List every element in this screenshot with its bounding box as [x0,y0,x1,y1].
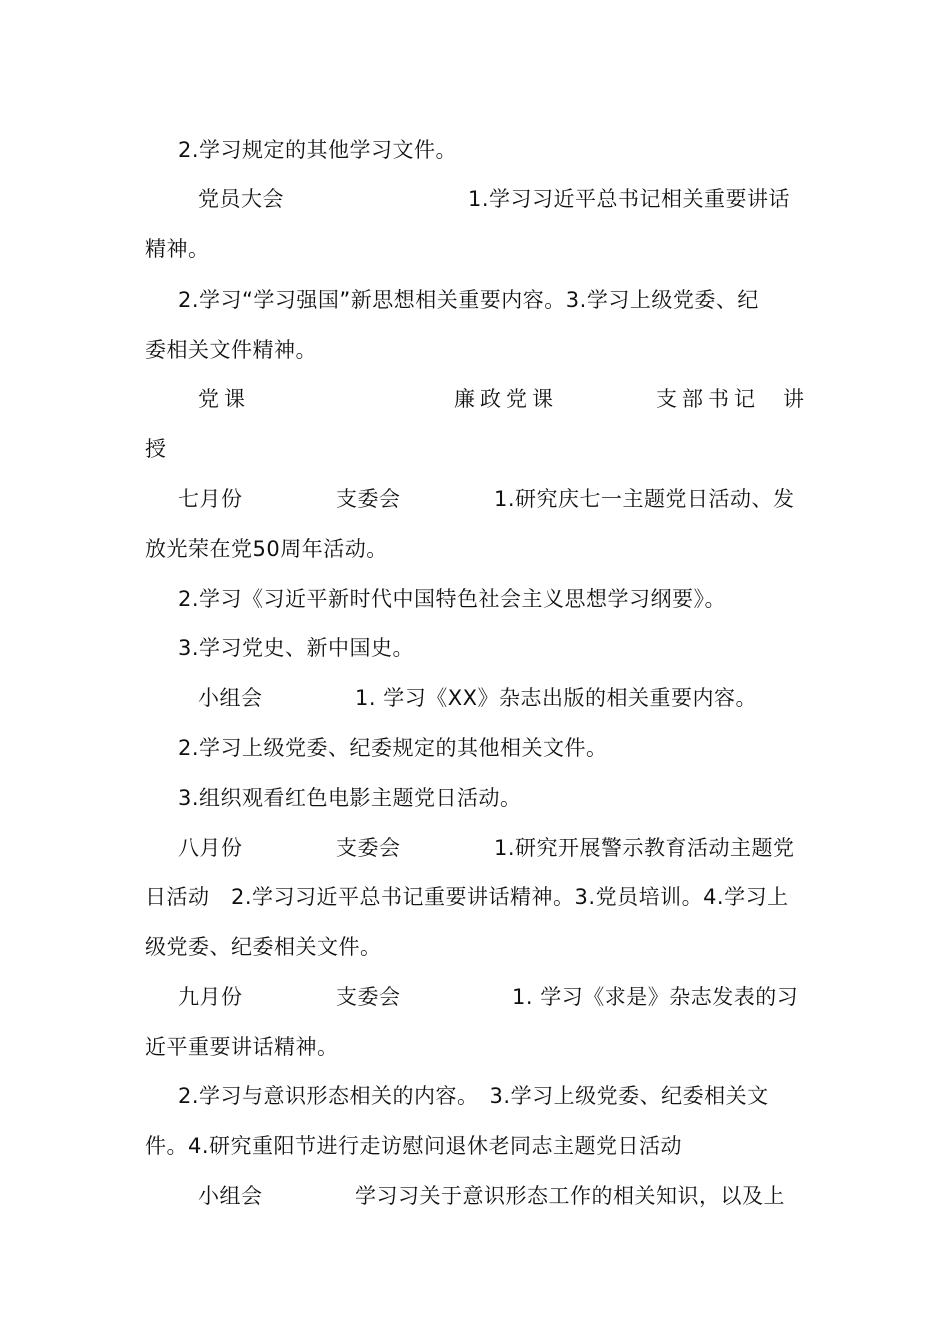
month-label: 七月份 [178,487,243,511]
text-line: 委相关文件精神。 [145,338,317,362]
meeting-content: 廉政党课 [454,387,558,411]
meeting-type: 小组会 [198,1184,263,1208]
text-line: 2.学习上级党委、纪委规定的其他相关文件。 [178,736,608,760]
text-line: 近平重要讲话精神。 [145,1035,339,1059]
text-line: 3.组织观看红色电影主题党日活动。 [178,786,522,810]
text-line: 级党委、纪委相关文件。 [145,935,382,959]
meeting-content: 1. 学习《XX》杂志出版的相关重要内容。 [355,686,757,710]
meeting-type: 党员大会 [198,187,284,211]
text-line: 授 [145,437,167,461]
text-line: 件。4.研究重阳节进行走访慰问退休老同志主题党日活动 [145,1134,683,1158]
meeting-content: 1. 学习《求是》杂志发表的习 [512,985,799,1009]
meeting-content: 1.研究开展警示教育活动主题党 [494,836,795,860]
text-line: 2.学习《习近平新时代中国特色社会主义思想学习纲要》。 [178,587,727,611]
text-line: 2.学习规定的其他学习文件。 [178,138,458,162]
month-label: 九月份 [178,985,243,1009]
text-line: 2.学习“学习强国”新思想相关重要内容。3.学习上级党委、纪 [178,288,759,312]
meeting-type: 支委会 [336,487,401,511]
text-line: 日活动 2.学习习近平总书记重要讲话精神。3.党员培训。4.学习上 [145,885,789,909]
meeting-speaker: 支部书记 [656,387,760,411]
meeting-type: 小组会 [198,686,263,710]
meeting-type: 支委会 [336,836,401,860]
text-line: 2.学习与意识形态相关的内容。 3.学习上级党委、纪委相关文 [178,1084,769,1108]
text-line: 精神。 [145,237,210,261]
meeting-speaker-suffix: 讲 [783,387,805,411]
text-line: 放光荣在党50周年活动。 [145,537,388,561]
meeting-content: 1.研究庆七一主题党日活动、发 [494,487,795,511]
meeting-content: 1.学习习近平总书记相关重要讲话 [468,187,791,211]
month-label: 八月份 [178,836,243,860]
meeting-type: 党课 [198,387,250,411]
text-line: 3.学习党史、新中国史。 [178,636,415,660]
meeting-type: 支委会 [336,985,401,1009]
meeting-content: 学习习关于意识形态工作的相关知识，以及上 [355,1184,785,1208]
